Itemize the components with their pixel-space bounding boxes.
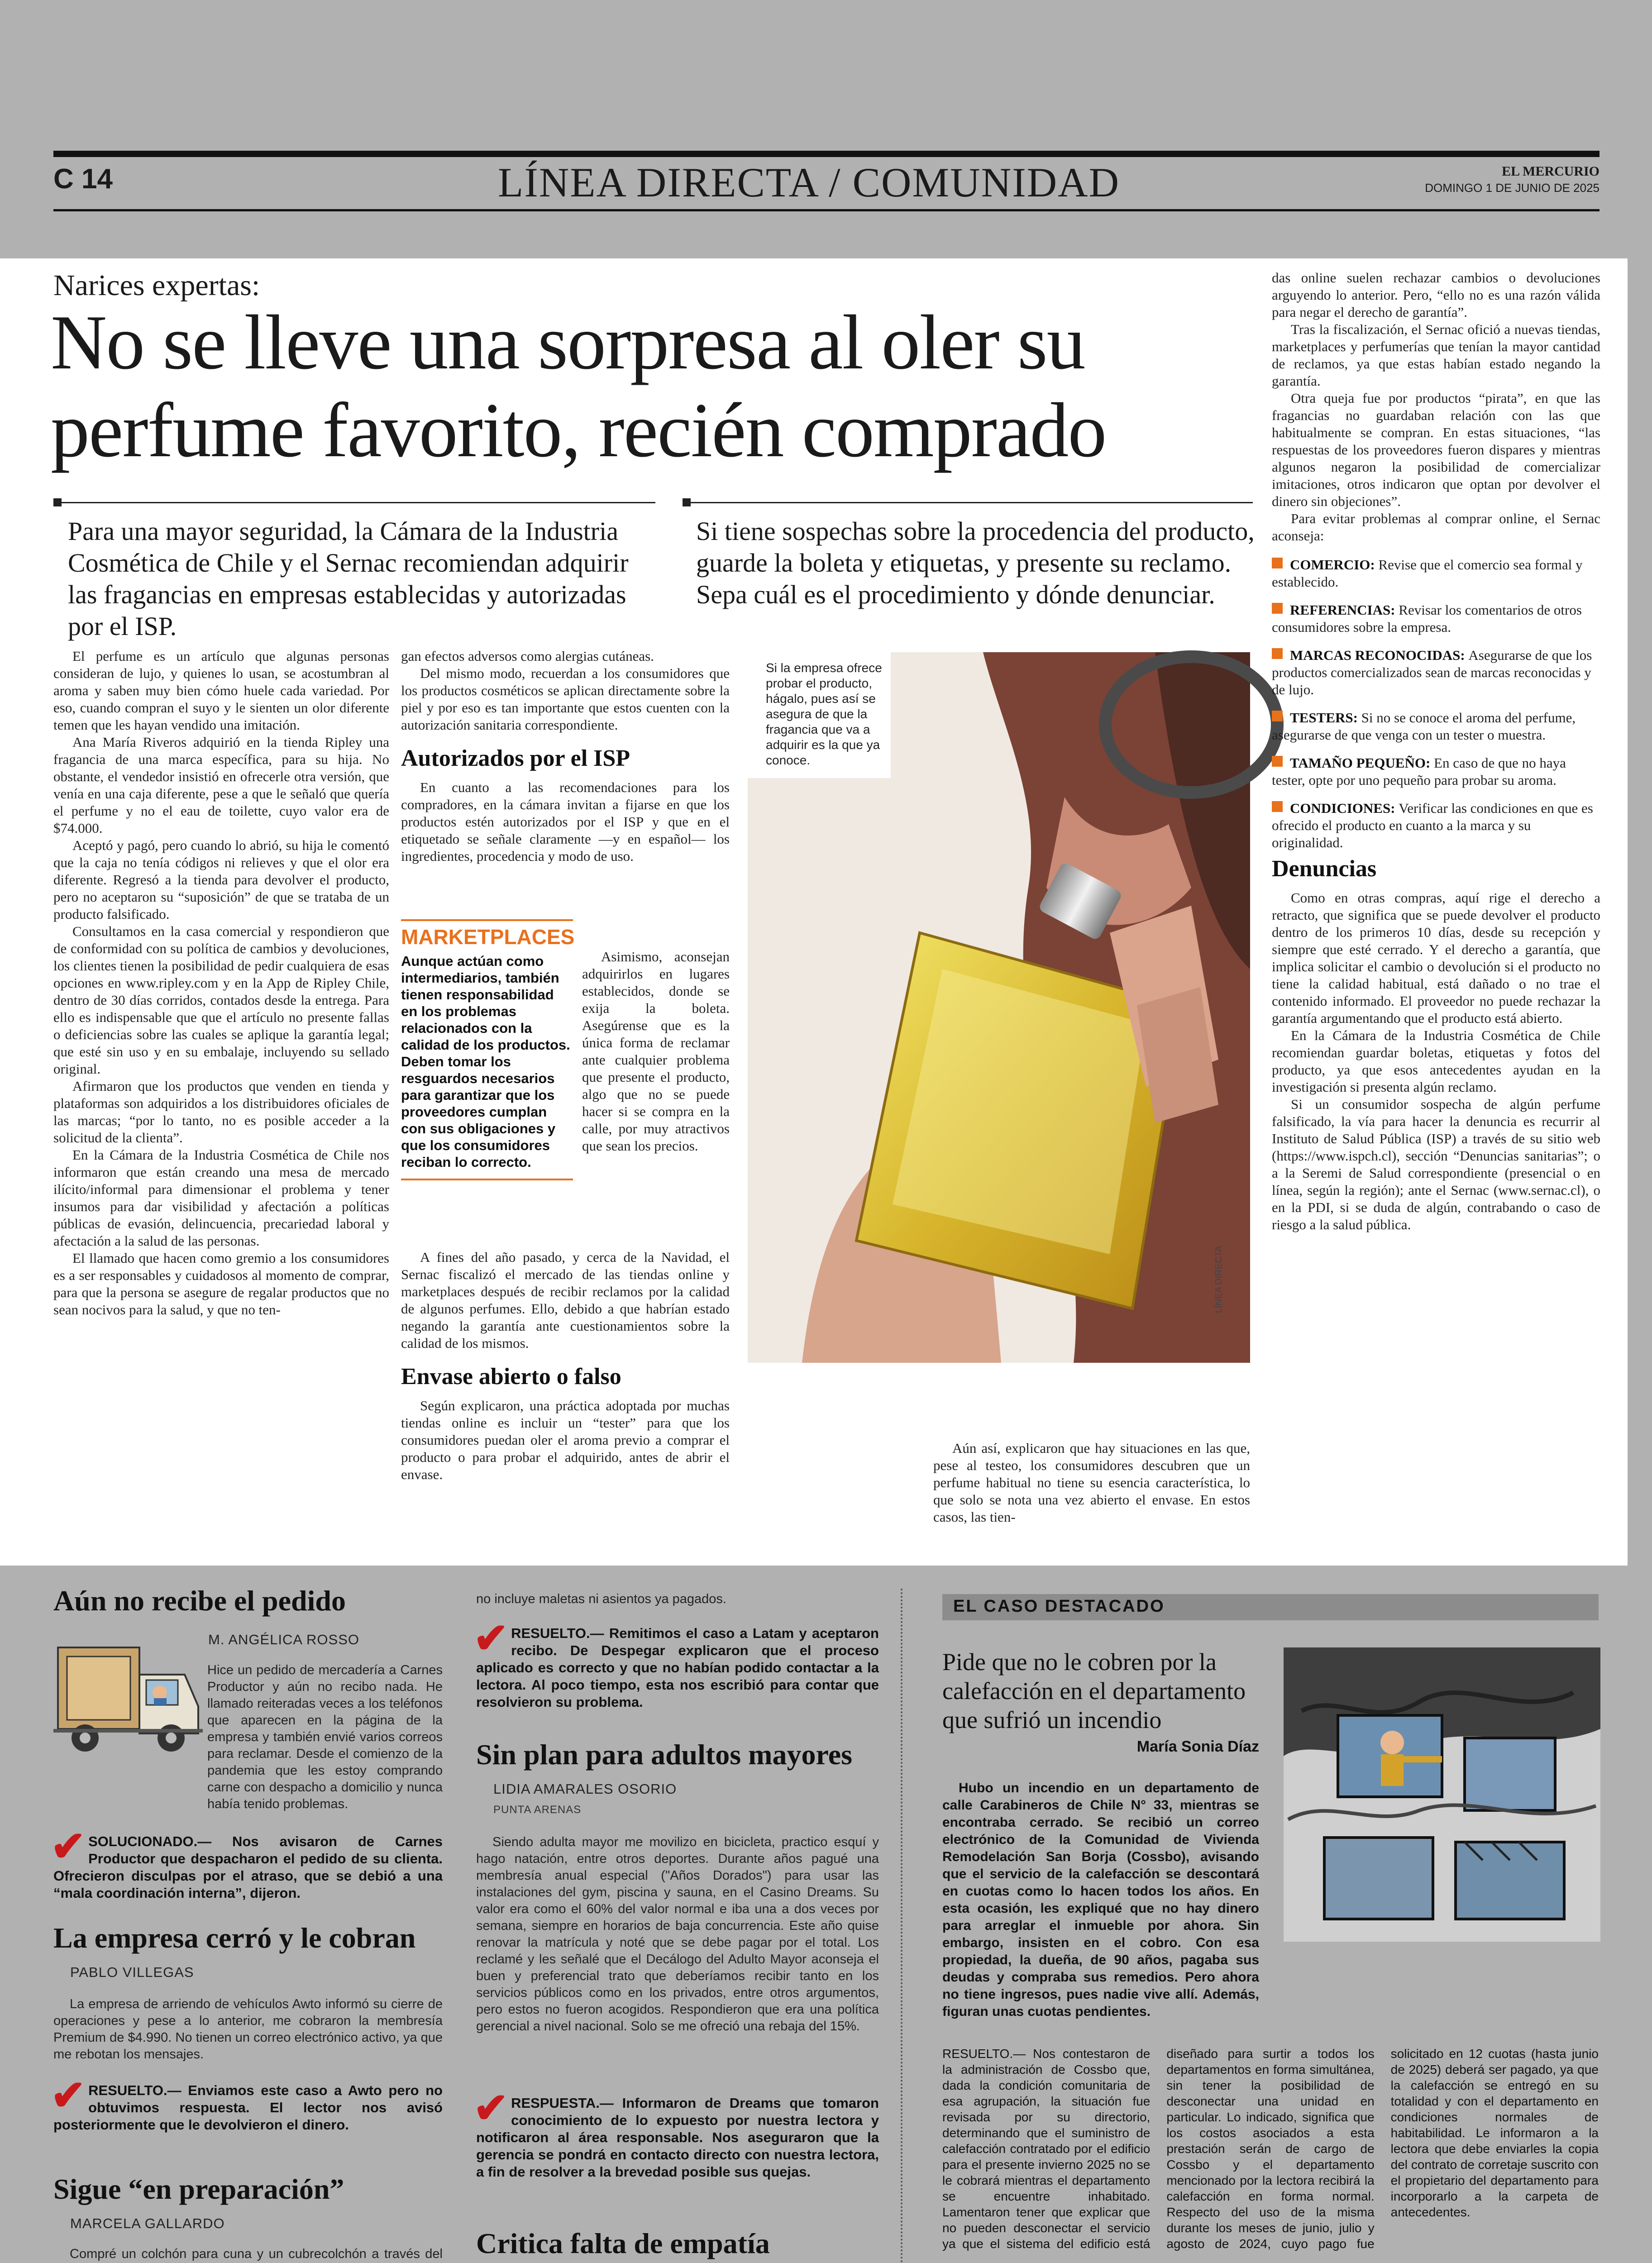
destacado-author: María Sonia Díaz	[1136, 1738, 1259, 1755]
section-title: LÍNEA DIRECTA / COMUNIDAD	[498, 159, 1120, 205]
paragraph: Otra queja fue por productos “pirata”, en que las fragancias no guardaban relación con las que habitualmente se compran. En estas situaciones, “las respuestas de los proveedores fueron dispares y mientras algunos negaron la posibilidad de comercializar imitaciones, otros indicaron que optan por devolver el dinero sin objeciones”.	[1272, 390, 1600, 509]
letter-response: ✔ RESUELTO.— Remitimos el caso a Latam y aceptaron recibo. De Despegar explicaron que el proceso aplicado es correcto y que no habían podido contactar a la lectora. Al poco tiempo, esta nos escribió para contar que resolvieron su problema.	[473, 1615, 879, 1710]
marketplaces-box	[401, 919, 573, 1180]
paragraph: Tras la fiscalización, el Sernac ofició a nuevas tiendas, marketplaces y perfumerías que tenían la mayor cantidad de reclamos, ya que estas habían estado negando la garantía.	[1272, 321, 1600, 389]
paragraph: Del mismo modo, recuerdan a los consumidores que los productos cosméticos se aplican directamente sobre la piel y por eso es tan importante que estos cuenten con la autorización sanitaria correspondiente.	[401, 665, 730, 733]
paragraph: Si un consumidor sospecha de algún perfume falsificado, la vía para hacer la denuncia es recurrir al Instituto de Salud Pública (ISP) a través de su sitio web (https://www.ispch.cl), sección “Denuncias sanitarias”; o a la Seremi de Salud correspondiente (presencial o en línea, según la región); ante el Sernac (www.sernac.cl), o en la PDI, si se duda de algún, contrabando o caso de riesgo a la salud pública.	[1272, 1096, 1600, 1232]
tip-item: TAMAÑO PEQUEÑO: En caso de que no haya tester, opte por uno pequeño para probar su aroma.	[1272, 755, 1566, 788]
letter-author: MARCELA GALLARDO	[70, 2215, 225, 2231]
destacado-letter: Hubo un incendio en un departamento de calle Carabineros de Chile N° 33, mientras se encontraba cerrado. Se recibió un correo electrónico de la Comunidad de Vivienda Remodelación San Borja (Cossbo), avisando que el servicio de la calefacción se descontará en cuotas como lo hacen todos los años. En esta ocasión, les expliqué que no hay dinero para arreglar el inmueble por ahora. Sin embargo, insisten en el cobro. Con esa propiedad, la dueña, de 90 años, pagaba sus deudas y compraba sus remedios. Pero ahora no tiene ingresos, pues nadie vive allí. Además, figuran unas cuotas pendientes.	[942, 1781, 1259, 2019]
subheading-envase: Envase abierto o falso	[401, 1364, 621, 1389]
article-title-line2: perfume favorito, recién comprado	[51, 387, 1106, 473]
paragraph: En la Cámara de la Industria Cosmética de Chile recomiendan guardar boletas, etiquetas y fotos del producto, ya que esos antecedentes ayudan en la investigación si presenta algún reclamo.	[1272, 1027, 1600, 1095]
letter-title: La empresa cerró y le cobran	[53, 1922, 416, 1954]
lead-right-bullet	[683, 498, 691, 506]
letter-response: ✔ RESUELTO.— Enviamos este caso a Awto pero no obtuvimos respuesta. El lector nos avisó posteriormente que le devolvieron el dinero.	[51, 2072, 443, 2133]
tip-bullet-icon	[1272, 558, 1283, 568]
checkmark-icon: ✔	[51, 2072, 86, 2119]
fire-building-illustration	[1284, 1647, 1600, 1942]
page-number: C 14	[53, 163, 113, 195]
tip-item: COMERCIO: Revise que el comercio sea formal y establecido.	[1272, 557, 1583, 590]
letter-body: Compré un colchón para cuna y un cubrecolchón a través del	[70, 2247, 443, 2261]
tip-bullet-icon	[1272, 801, 1283, 812]
checkmark-icon: ✔	[51, 1824, 86, 1870]
tips-list	[1272, 556, 1600, 851]
photo-caption: Si la empresa ofrece probar el producto, hágalo, pues así se asegura de que la fragancia que va a adquirir es la que ya conoce.	[748, 652, 891, 778]
letter-title: Aún no recibe el pedido	[53, 1585, 346, 1617]
paragraph: El llamado que hacen como gremio a los consumidores es a ser responsables y cuidadosos al momento de comprar, para que la persona se asegure de regalar productos que no sean nocivos para la salud, y que no ten-	[53, 1250, 389, 1318]
letter-location: PUNTA ARENAS	[493, 1804, 582, 1816]
article-column-4	[1272, 269, 1600, 1233]
tip-bullet-icon	[1272, 603, 1283, 614]
subheading-denuncias: Denuncias	[1272, 856, 1377, 882]
tip-item: MARCAS RECONOCIDAS: Asegurarse de que los productos comercializados sean de marcas reconocidas y de lujo.	[1272, 647, 1592, 697]
letter-body: La empresa de arriendo de vehículos Awto informó su cierre de operaciones y pese a lo anterior, me cobraron la membresía Premium de $4.990. No tienen un correo electrónico activo, ya que me rebotan los mensajes.	[53, 1997, 443, 2062]
letter-title: Sin plan para adultos mayores	[476, 1738, 852, 1771]
paragraph: El perfume es un artículo que algunas personas consideran de lujo, y quienes lo usan, se acostumbran al aroma y saben muy bien cómo huele cada variedad. Por eso, cuando compran el suyo y le sienten un olor diferente temen que les hayan vendido una imitación.	[53, 648, 389, 733]
tip-bullet-icon	[1272, 711, 1283, 721]
paragraph	[582, 897, 730, 948]
lead-left: Para una mayor seguridad, la Cámara de la Industria Cosmética de Chile y el Sernac recomiendan adquirir las fragancias en empresas establecidas y autorizadas por el ISP.	[68, 516, 629, 641]
paragraph: gan efectos adversos como alergias cutáneas.	[401, 648, 654, 664]
lead-left-bullet	[53, 498, 62, 506]
perfume-photo	[748, 652, 1250, 1363]
header-top-rule	[53, 151, 1599, 157]
tip-bullet-icon	[1272, 648, 1283, 659]
column-divider	[901, 1589, 902, 2263]
article-column-3-lower	[748, 1440, 1250, 1526]
issue-date: DOMINGO 1 DE JUNIO DE 2025	[1425, 181, 1599, 195]
paragraph: Aceptó y pagó, pero cuando lo abrió, su hija le comentó que la caja no tenía códigos ni relieves y que el olor era diferente. Regresó a la tienda para devolver el producto, pero no aceptaron su “suposición” de que se trataba de un producto falsificado.	[53, 837, 389, 922]
lead-right: Si tiene sospechas sobre la procedencia del producto, guarde la boleta y etiquetas, y presente su reclamo. Sepa cuál es el procedimiento y dónde denunciar.	[696, 516, 1255, 609]
lead-right-rule	[683, 502, 1253, 503]
letter-author: LIDIA AMARALES OSORIO	[493, 1781, 677, 1797]
article-kicker: Narices expertas:	[53, 269, 260, 302]
paragraph: Afirmaron que los productos que venden en tienda y plataformas son adquiridos a los distribuidores oficiales de las marcas; “por lo tanto, no es posible acceder a la solicitud de la clienta”.	[53, 1078, 389, 1146]
letter-body: no incluye maletas ni asientos ya pagados.	[476, 1592, 726, 1606]
letter-title: Sigue “en preparación”	[53, 2173, 344, 2205]
letter-body: Siendo adulta mayor me movilizo en bicicleta, practico esquí y hago natación, entre otros deportes. Durante años pagué una membresía anual especial ("Años Dorados") para usar las instalaciones del gym, piscina y sauna, en el Casino Dreams. Su valor era como el 60% del valor normal e iba una a dos veces por semana, siempre en horarios de baja concurrencia. Este año quise renovar la matrícula y noté que se debe pagar por el total. Los reclamé y les señalé que el Decálogo del Adulto Mayor aconseja el buen y preferencial trato que deberíamos recibir tanto en los servicios públicos como en los privados, entre otros argumentos, pero estos no fueron acogidos. Respondieron que era una política gerencial a nivel nacional. Solo se me ofreció una rebaja del 15%.	[476, 1835, 879, 2034]
paragraph: Consultamos en la casa comercial y respondieron que de conformidad con su política de cambios y devoluciones, los clientes tienen la posibilidad de pedir cualquiera de esas opciones en www.ripley.com y en la App de Ripley Chile, dentro de 30 días corridos, contados desde la entrega. Para ello es indispensable que que el artículo no presente fallas o deficiencias sobre las cuales se aplique la garantía legal; que esté sin uso y en su embalaje, incluyendo su sellado original.	[53, 923, 389, 1077]
checkmark-icon: ✔	[473, 2085, 509, 2131]
tip-item: TESTERS: Si no se conoce el aroma del perfume, asegurarse de que venga con un tester o muestra.	[1272, 710, 1576, 743]
marketplaces-box-top-rule	[401, 919, 573, 921]
paragraph: En cuanto a las recomendaciones para los compradores, en la cámara invitan a fijarse en que los productos estén autorizados por el ISP y que en el etiquetado se señale claramente —y en español— los ingredientes, procedencia y modo de uso.	[401, 779, 730, 864]
section-caso-destacado: EL CASO DESTACADO	[942, 1594, 1599, 1620]
paragraph: das online suelen rechazar cambios o devoluciones arguyendo lo anterior. Pero, “ello no es una razón válida para negar el derecho de garantía”.	[1272, 270, 1600, 320]
marketplaces-title: MARKETPLACES	[401, 925, 575, 949]
letter-response: ✔ RESPUESTA.— Informaron de Dreams que tomaron conocimiento de lo expuesto por nuestra lectora y notificaron al área responsable. Nos aseguraron que la gerencia se pondrá en contacto directo con nuestra lectora, a fin de resolver a la brevedad posible sus quejas.	[473, 2085, 879, 2180]
letter-author: M. ANGÉLICA ROSSO	[208, 1632, 359, 1647]
letter-author: PABLO VILLEGAS	[70, 1964, 194, 1980]
letter-body: Hice un pedido de mercadería a Carnes Productor y aún no recibo nada. He llamado reiteradas veces a los teléfonos que aparecen en la página de la empresa y también envié varios correos para reclamar. Desde el comienzo de la pandemia que les estoy comprando carne con despacho a domicilio y nunca había tenido problemas.	[207, 1663, 443, 1811]
lead-left-rule	[53, 502, 655, 503]
destacado-title: Pide que no le cobren por la calefacción en el departamento que sufrió un incendio	[942, 1648, 1246, 1733]
paragraph: Según explicaron, una práctica adoptada por muchas tiendas online es incluir un “tester” para que los consumidores puedan oler el aroma previo a comprar el producto o para probar el adquirido, antes de abrir el envase.	[401, 1398, 730, 1482]
checkmark-icon: ✔	[473, 1615, 509, 1661]
photo-credit: LÍNEA DIRECTA	[1214, 1246, 1224, 1313]
marketplaces-text: Aunque actúan como intermediarios, también tienen responsabilidad en los problemas relacionados con la calidad de los productos. Deben tomar los resguardos necesarios para garantizar que los proveedores cumplan con sus obligaciones y que los consumidores reciban lo correcto.	[401, 953, 570, 1170]
paragraph: A fines del año pasado, y cerca de la Navidad, el Sernac fiscalizó el mercado de las tiendas online y marketplaces después de recibir reclamos por la calidad de algunos perfumes. Ello, debido a que habrían estado negando la garantía ante cuestionamientos sobre la calidad de los mismos.	[401, 1249, 730, 1351]
letter-title: Critica falta de empatía	[476, 2227, 770, 2259]
header-bottom-rule	[53, 209, 1599, 211]
article-column-2	[401, 648, 730, 864]
main-article	[0, 258, 1628, 1566]
subheading-isp: Autorizados por el ISP	[401, 745, 630, 771]
article-title-line1: No se lleve una sorpresa al oler su	[51, 300, 1085, 386]
paper-name: EL MERCURIO	[1502, 164, 1599, 179]
article-column-2-lower	[401, 1249, 730, 1483]
paragraph: En la Cámara de la Industria Cosmética de Chile nos informaron que están creando una mesa de mercado ilícito/informal para dimensionar el problema y tener insumos para dar visibilidad y afectación a políticas públicas de evasión, delincuencia, precariedad laboral y afectación a la salud de las personas.	[53, 1147, 389, 1249]
article-column-2-narrow	[582, 897, 730, 1155]
tip-bullet-icon	[1272, 756, 1283, 767]
paragraph: Para evitar problemas al comprar online, el Sernac aconseja:	[1272, 511, 1600, 544]
article-column-1	[53, 648, 389, 1318]
tip-item: REFERENCIAS: Revisar los comentarios de otros consumidores sobre la empresa.	[1272, 602, 1582, 635]
paragraph: Ana María Riveros adquirió en la tienda Ripley una fragancia de una marca específica, para su hija. No obstante, el vendedor insistió en ofrecerle otra versión, que venía en una caja diferente, pese a que le señaló que quería el perfume y no el eau de toilette, cuyo valor era de $74.000.	[53, 734, 389, 836]
paragraph: Asimismo, aconsejan adquirirlos en lugares establecidos, donde se exija la boleta. Asegúrense que es la única forma de reclamar ante cualquier problema que presente el producto, algo que no se puede hacer si se compra en la calle, por muy atractivos que sean los precios.	[582, 949, 730, 1154]
paragraph: Como en otras compras, aquí rige el derecho a retracto, que significa que se puede devolver el producto dentro de los primeros 10 días, desde su recepción y siempre que esté cerrado. Y el derecho a garantía, que implica solicitar el cambio o devolución si el producto no tiene la calidad habitual, está dañado o no trae el contenido informado. El proveedor no puede rechazar la garantía argumentando que el producto está abierto.	[1272, 890, 1600, 1026]
tip-item: CONDICIONES: Verificar las condiciones en que es ofrecido el producto en cuanto a la marca y su originalidad.	[1272, 800, 1593, 850]
marketplaces-box-bottom-rule	[401, 1179, 573, 1180]
paragraph: Aún así, explicaron que hay situaciones en las que, pese al testeo, los consumidores descubren que un perfume habitual no tiene su esencia característica, lo que solo se nota una vez abierto el envase. En estos casos, las tien-	[933, 1440, 1250, 1525]
destacado-answer: RESUELTO.— Nos contestaron de la administración de Cossbo que, dada la condición comunitaria de esa agrupación, la situación fue revisada por su directorio, determinando que el suministro de calefacción contratado por el edificio para el presente invierno 2025 no se le cobrará mientras el departamento se encuentre inhabitado. Lamentaron tener que explicar que no pueden desconectar el servicio ya que el sistema del edificio está diseñado para surtir a todos los departamentos en forma simultánea, sin tener la posibilidad de desconectar una unidad en particular. Lo indicado, significa que los costos asociados a esta prestación serán de cargo de Cossbo y el departamento mencionado por la lectora recibirá la calefacción en forma normal. Respecto del uso de la misma durante los meses de junio, julio y agosto de 2024, cuyo pago fue solicitado en 12 cuotas (hasta junio de 2025) deberá ser pagado, ya que la calefacción se entregó en su totalidad y con el departamento en condiciones normales de habitabilidad. Le informaron a la lectora que debe enviarles la copia del contrato de corretaje suscrito con el propietario del departamento para incorporarlo a la carpeta de antecedentes.	[942, 2047, 1599, 2251]
letter-response: ✔ SOLUCIONADO.— Nos avisaron de Carnes Productor que despacharon el pedido de su clienta. Ofrecieron disculpas por el atraso, que se debió a una “mala coordinación interna”, dijeron.	[51, 1824, 443, 1901]
